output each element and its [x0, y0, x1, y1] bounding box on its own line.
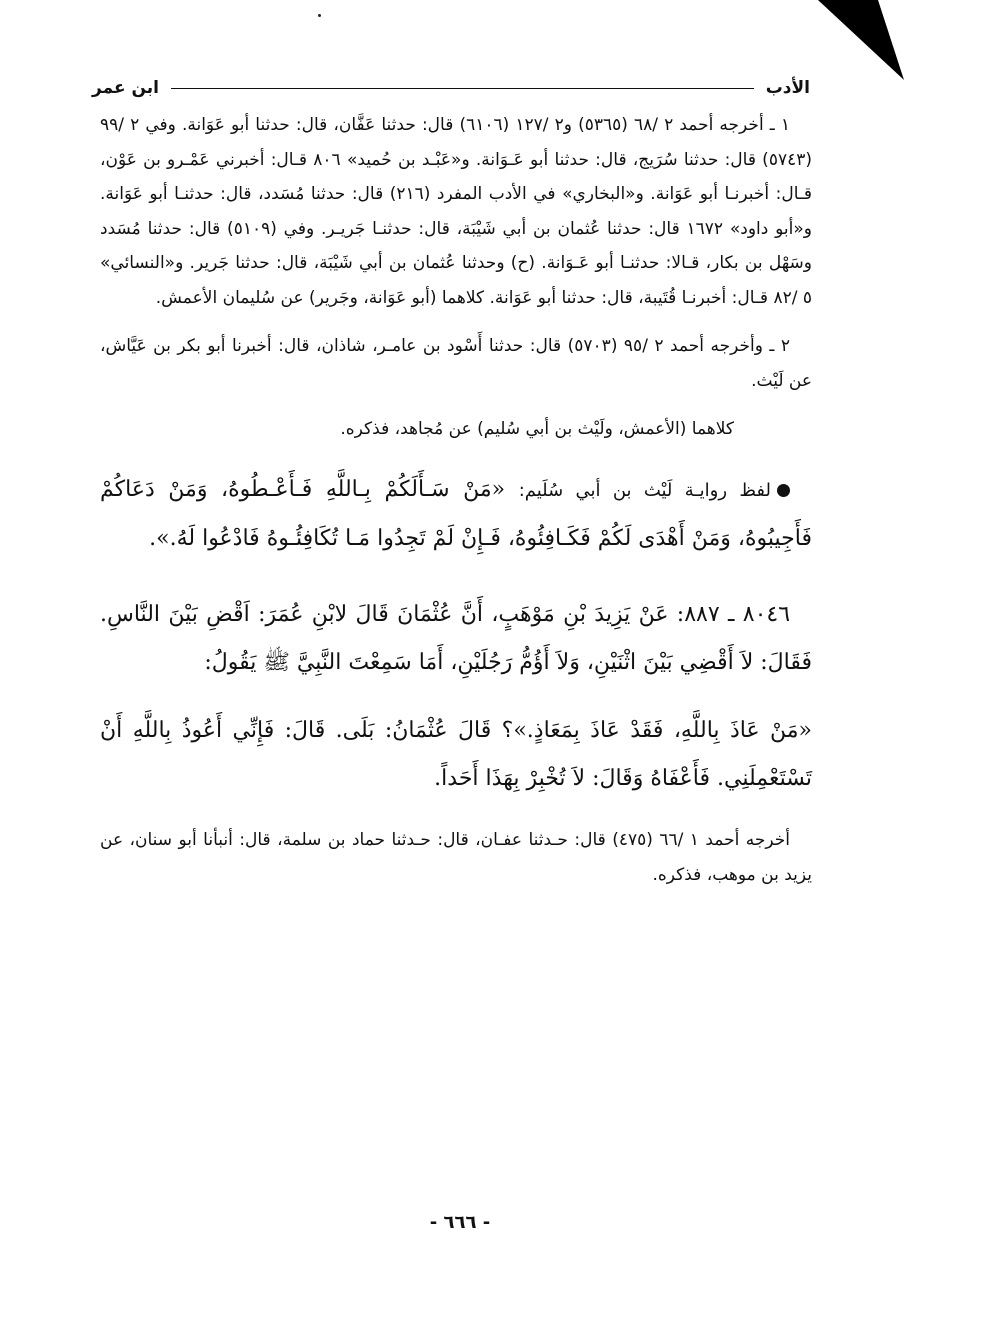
bullet-icon — [777, 484, 790, 497]
wording-paragraph — [100, 466, 812, 563]
running-header — [92, 74, 810, 102]
narrator-title: ابن عمر — [92, 78, 160, 98]
page-number: - ٦٦٦ - — [429, 1212, 491, 1233]
footnote-1: ١ ـ أخرجه أحمد ٢ /٦٨ (٥٣٦٥) و٢ /١٢٧ (٦١٠٦) قال: حدثنا عَفَّان، قال: حدثنا أبو عَوَانة. وفي ٢ /٩٩ (٥٧٤٣) قال: حدثنا سُرَيج، قال: حدثنا أبو عَـوَانة. و«عَبْـد بن حُميد» ٨٠٦ قـال: أخبرني عَمْـرو بن عَوْن، قـال: أخبرنـا أبو عَوَانة. و«البخاري» في الأدب المفرد (٢١٦) قال: حدثنا مُسَدد، قال: حدثنـا أبو عَوَانة. و«أبو داود» ١٦٧٢ قال: حدثنا عُثمان بن أبي شَيْبَة، قال: حدثنـا جَريـر. وفي (٥١٠٩) قال: حدثنا مُسَدد وسَهْل بن بكار، قـالا: حدثنـا أبو عَـوَانة. (ح) وحدثنا عُثمان بن أبي شَيْبَة، قال: حدثنا جَرير. و«النسائي» ٥ /٨٢ قـال: أخبرنـا قُتَيبة، قال: حدثنا أبو عَوَانة. كلاهما (أبو عَوَانة، وجَرير) عن سُليمان الأعمش. — [100, 115, 813, 308]
hadith-paragraph-1: ٨٠٤٦ ـ ٨٨٧: عَنْ يَزِيدَ بْنِ مَوْهَبٍ، أَنَّ عُثْمَانَ قَالَ لابْنِ عُمَرَ: اَقْضِ بَيْنَ النَّاسِ. فَقَالَ: لاَ أَقْضِي بَيْنَ اثْنَيْنِ، وَلاَ أَؤُمُّ رَجُلَيْنِ، أَمَا سَمِعْتَ النَّبِيَّ ﷺ يَقُولُ: — [100, 602, 812, 675]
header-rule — [171, 88, 754, 89]
hadith-paragraph-2: «مَنْ عَاذَ بِاللَّهِ، فَقَدْ عَاذَ بِمَعَاذٍ.»؟ قَالَ عُثْمَانُ: بَلَى. قَالَ: فَإِنِّي أَعُوذُ بِاللَّهِ أَنْ تَسْتَعْمِلَنِي. فَأَعْفَاهُ وَقَالَ: لاَ تُخْبِرْ بِهَذَا أَحَداً. — [100, 718, 812, 791]
wording-lead: لفظ روايـة لَيْث بن أبي سُلَيم: — [518, 480, 772, 501]
chapter-title: الأدب — [765, 78, 810, 98]
page-content — [100, 108, 812, 892]
footnote-final: أخرجه أحمد ١ /٦٦ (٤٧٥) قال: حـدثنا عفـان، قال: حـدثنا حماد بن سلمة، قال: أنبأنا أبو سنان، عن يزيد بن موهب، فذكره. — [100, 830, 812, 885]
scan-speck — [318, 14, 321, 17]
page-corner-mark — [818, 0, 904, 80]
note-both-narrators: كلاهما (الأعمش، ولَيْث بن أبي سُليم) عن مُجاهد، فذكره. — [340, 419, 734, 439]
footnote-2: ٢ ـ وأخرجه أحمد ٢ /٩٥ (٥٧٠٣) قال: حدثنا أَسْود بن عامـر، شاذان، قال: أخبرنا أبو بكر بن عَيَّاش، عن لَيْث. — [100, 336, 812, 391]
wording-text: «مَنْ سَـأَلَكُمْ بِـاللَّهِ فَـأَعْـطُوهُ، وَمَنْ دَعَاكُمْ فَأَجِيبُوهُ، وَمَنْ أَهْدَى لَكُمْ فَكَـافِئُوهُ، فَـإِنْ لَمْ تَجِدُوا مَـا تُكَافِئُـوهُ فَادْعُوا لَهُ.». — [100, 477, 812, 551]
